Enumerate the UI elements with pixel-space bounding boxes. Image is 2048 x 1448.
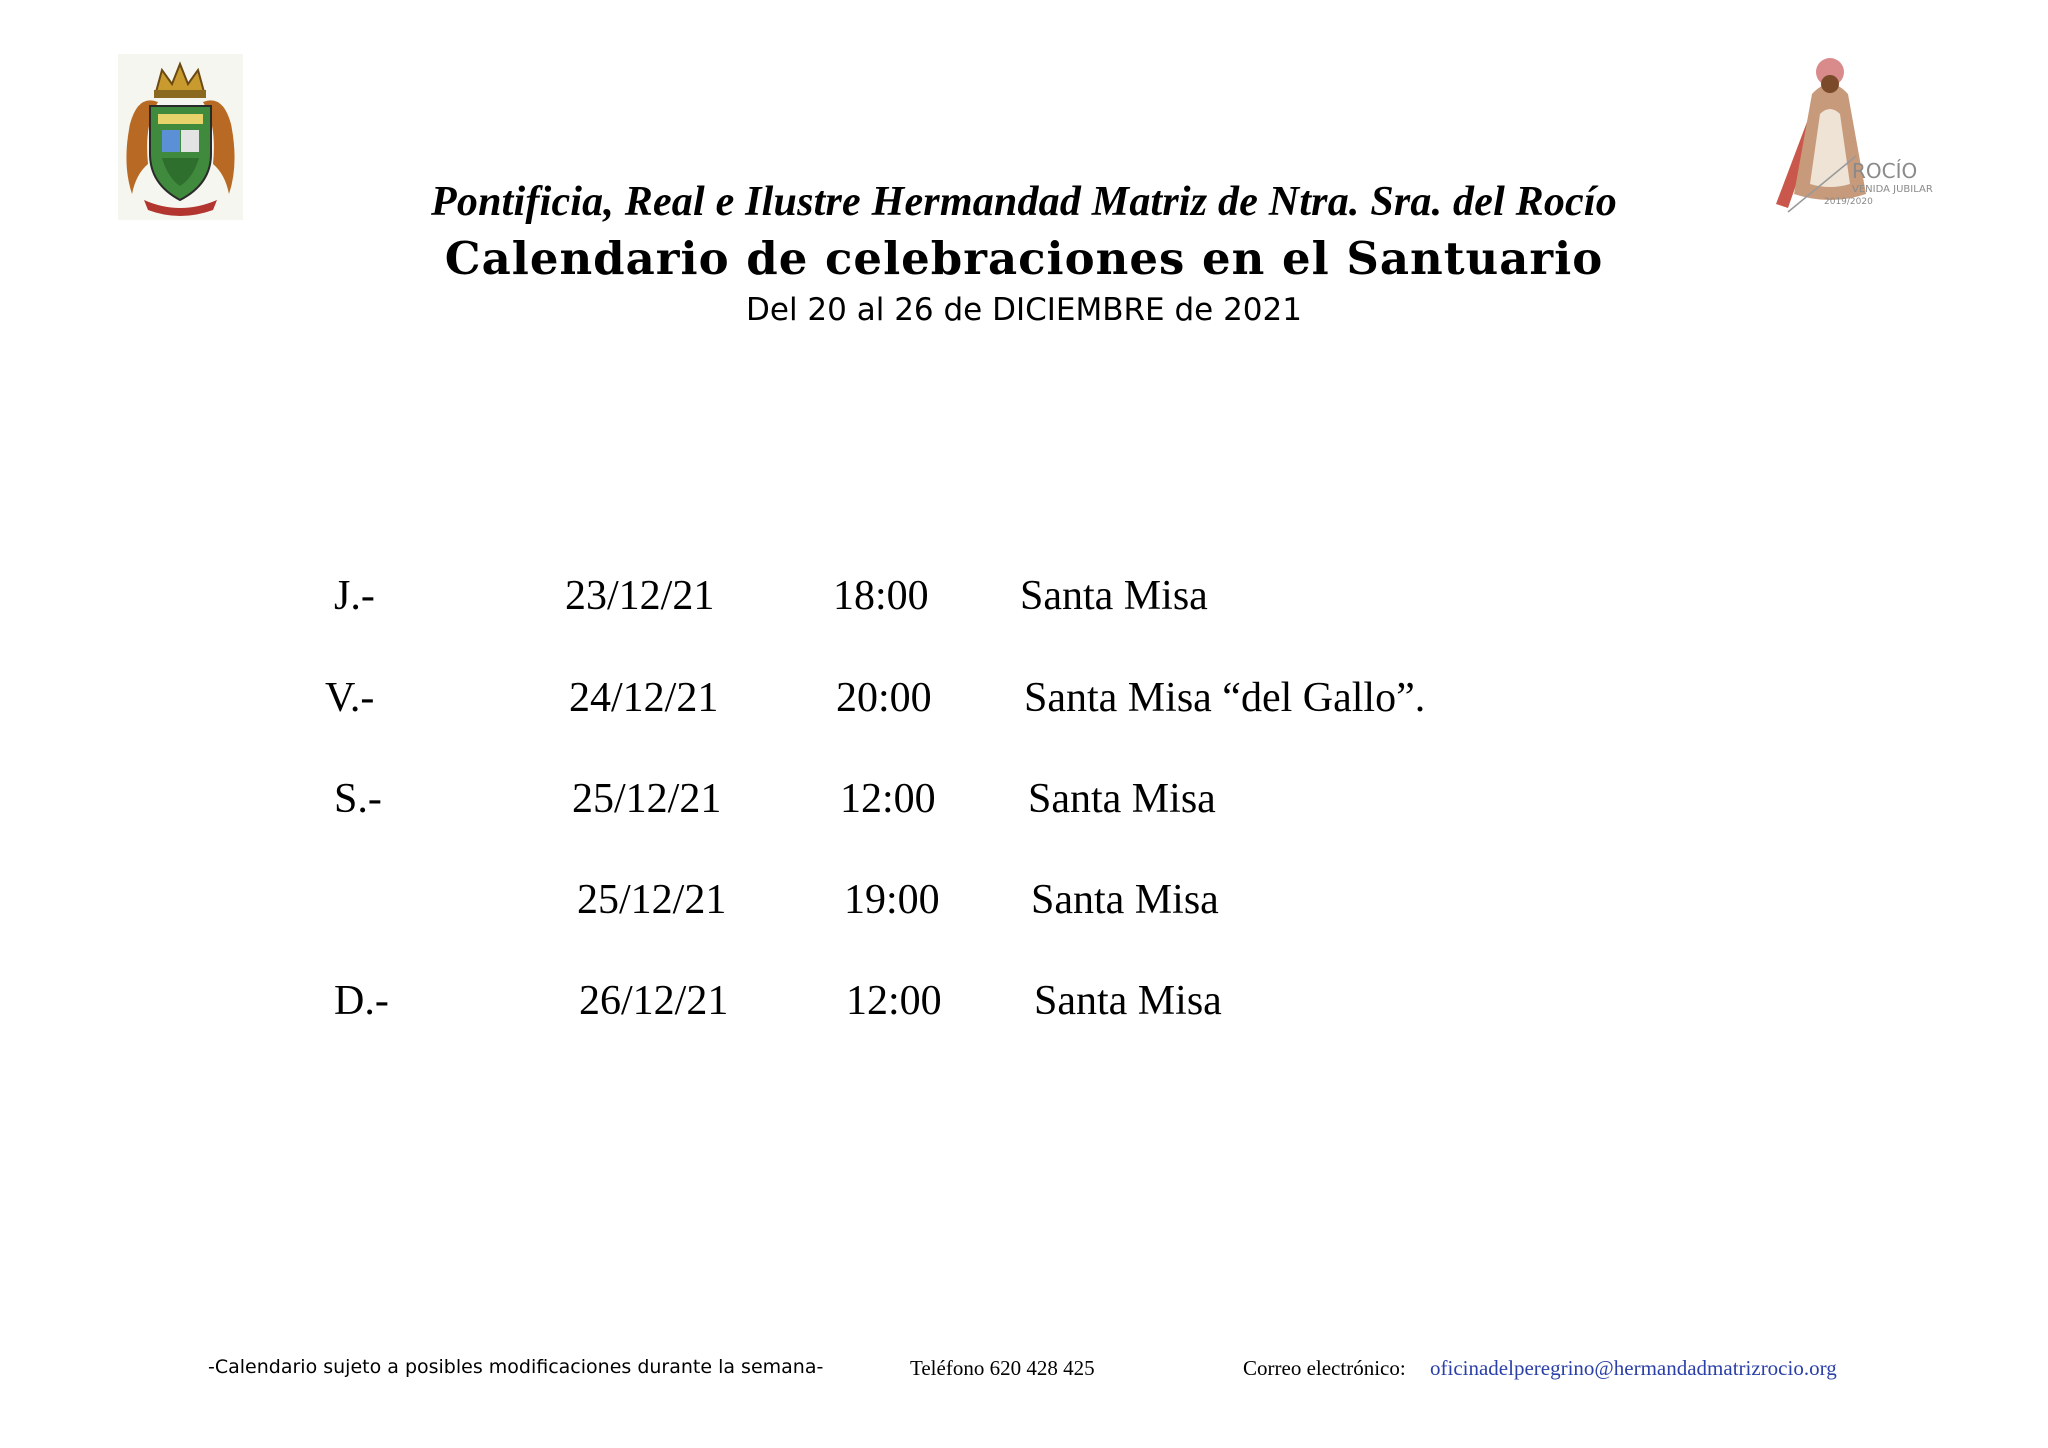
time-cell: 12:00	[840, 776, 936, 822]
date-range: Del 20 al 26 de DICIEMBRE de 2021	[746, 292, 1302, 328]
event-cell: Santa Misa	[1028, 776, 1216, 822]
page-title: Calendario de celebraciones en el Santuario	[444, 232, 1604, 285]
logo-text-main: ROCÍO	[1852, 159, 1918, 183]
logo-text-sub: VENIDA JUBILAR	[1852, 184, 1933, 195]
day-cell: D.-	[334, 978, 389, 1024]
logo-text-years: 2019/2020	[1824, 197, 1873, 207]
day-cell: V.-	[325, 675, 375, 721]
date-cell: 25/12/21	[577, 877, 727, 923]
time-cell: 18:00	[833, 573, 929, 619]
event-cell: Santa Misa	[1020, 573, 1208, 619]
date-cell: 26/12/21	[579, 978, 729, 1024]
time-cell: 20:00	[836, 675, 932, 721]
time-cell: 12:00	[846, 978, 942, 1024]
time-cell: 19:00	[844, 877, 940, 923]
date-cell: 23/12/21	[565, 573, 715, 619]
footer-email-link[interactable]: oficinadelperegrino@hermandadmatrizrocio.org	[1430, 1356, 1837, 1380]
organization-name: Pontificia, Real e Ilustre Hermandad Matriz de Ntra. Sra. del Rocío	[431, 179, 1617, 225]
footer-email-label: Correo electrónico:	[1243, 1356, 1406, 1380]
footer-note: -Calendario sujeto a posibles modificaciones durante la semana-	[208, 1356, 824, 1378]
day-cell: J.-	[334, 573, 375, 619]
day-cell: S.-	[334, 776, 382, 822]
event-cell: Santa Misa “del Gallo”.	[1024, 675, 1426, 721]
footer-phone: Teléfono 620 428 425	[910, 1356, 1095, 1380]
event-cell: Santa Misa	[1031, 877, 1219, 923]
date-cell: 25/12/21	[572, 776, 722, 822]
event-cell: Santa Misa	[1034, 978, 1222, 1024]
date-cell: 24/12/21	[569, 675, 719, 721]
